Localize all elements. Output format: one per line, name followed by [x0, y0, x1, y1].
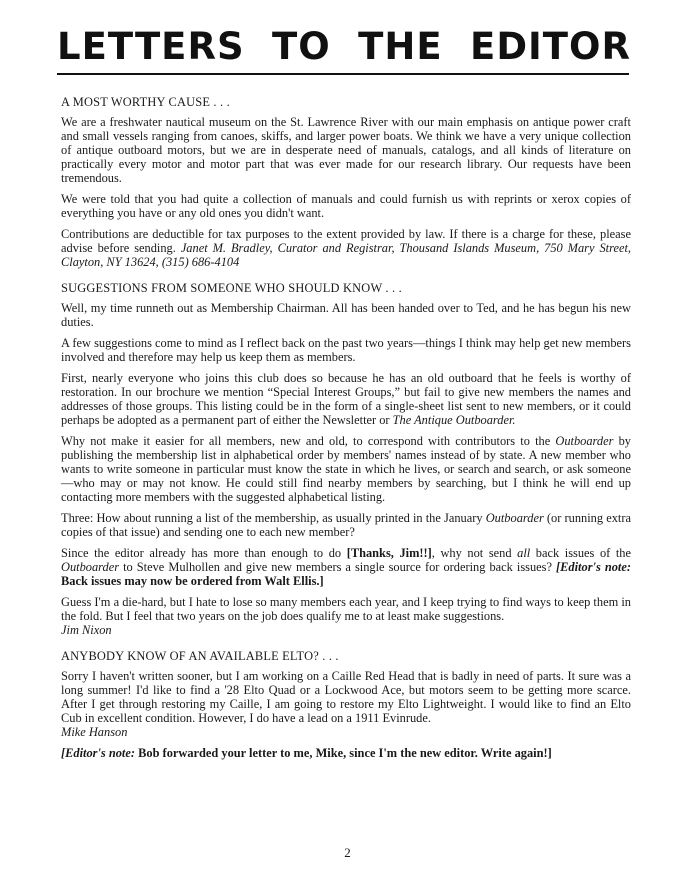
publication-title: Outboarder [61, 560, 120, 574]
paragraph-text: , why not send [431, 546, 518, 560]
section-heading: ANYBODY KNOW OF AN AVAILABLE ELTO? . . . [61, 649, 339, 663]
paragraph-text: First, nearly everyone who joins this club does so because he has an old outboard that he feels is worthy of restoration. In our brochure we mention “Special Interest Groups,” but fail to give new members the names and addresses of those groups. This listing could be in the form of a single-sheet list sent to new members, or it could perhaps be adopted as a permanent part of either the Newsletter or [61, 371, 631, 427]
emphasis: all [517, 546, 531, 560]
letter-suggestions [61, 281, 631, 637]
section-heading: SUGGESTIONS FROM SOMEONE WHO SHOULD KNOW . . . [61, 281, 402, 295]
paragraph-text: to Steve Mulhollen and give new members a single source for ordering back issues? [119, 560, 557, 574]
masthead-rule [57, 73, 629, 75]
paragraph-text: by publishing the membership list in alphabetical order by members' names instead of by state. A new member who wants to write someone in particular must know the state in which he lives, or search and search, or ask someone—who may or may not know. He could still find nearby members by searching, but I think he will end up contacting more members with the suggested alphabetical listing. [61, 434, 631, 504]
letter-worthy-cause [61, 95, 631, 269]
editor-note-lead: [Editor's note: [61, 746, 136, 760]
section-heading: A MOST WORTHY CAUSE . . . [61, 95, 230, 109]
paragraph [61, 434, 631, 504]
paragraph: Well, my time runneth out as Membership Chairman. All has been handed over to Ted, and he has begun his new duties. [61, 301, 631, 329]
paragraph: Sorry I haven't written sooner, but I am working on a Caille Red Head that is badly in need of parts. It sure was a long summer! I'd like to find a '28 Elto Quad or a Lockwood Ace, but motors seem to be getting more scarce. After I get through restoring my Caille, I am going to restore my Elto Lightweight. I would like to find an Elto Cub in excellent condition. However, I do have a lead on a 1911 Evinrude. [61, 669, 631, 725]
publication-title: The Antique Outboarder. [392, 413, 516, 427]
editor-note-text: Bob forwarded your letter to me, Mike, since I'm the new editor. Write again!] [135, 746, 552, 760]
page-number: 2 [344, 845, 351, 860]
letter-signature: Janet M. Bradley, Curator and Registrar, Thousand Islands Museum, 750 Mary Street, Clayton, NY 13624, (315) 686-4104 [61, 241, 631, 269]
publication-title: Outboarder [555, 434, 614, 448]
paragraph: We are a freshwater nautical museum on the St. Lawrence River with our main emphasis on antique power craft and small vessels ranging from canoes, skiffs, and larger power boats. We think we have a very unique collection of antique outboard motors, but we are in desperate need of manuals, catalogs, and all kinds of literature on practically every motor and motor part that was ever made for our research library. Our requests have been tremendous. [61, 115, 631, 185]
paragraph: A few suggestions come to mind as I reflect back on the past two years—things I think may help get new members involved and therefore may help us keep them as members. [61, 336, 631, 364]
paragraph-text: (or running extra copies of that issue) and sending one to each new member? [61, 511, 631, 539]
letter-available-elto [61, 649, 631, 760]
paragraph [61, 546, 631, 588]
paragraph [61, 227, 631, 269]
paragraph-text: Contributions are deductible for tax purposes to the extent provided by law. If there is a charge for these, please advise before sending. [61, 227, 631, 255]
paragraph [61, 511, 631, 539]
paragraph [61, 371, 631, 427]
paragraph-text: Why not make it easier for all members, new and old, to correspond with contributors to the [61, 434, 556, 448]
letter-signature: Mike Hanson [61, 725, 128, 739]
paragraph: Guess I'm a die-hard, but I hate to lose so many members each year, and I keep trying to find ways to keep them in the fold. But I feel that two years on the job does qualify me to at least make suggestions. [61, 595, 631, 623]
masthead-title: LETTERS TO THE EDITOR [57, 25, 631, 68]
paragraph-text: Three: How about running a list of the membership, as usually printed in the January [61, 511, 486, 525]
letter-signature: Jim Nixon [61, 623, 112, 637]
editor-aside: [Thanks, Jim!!] [346, 546, 432, 560]
editor-note [61, 746, 631, 760]
paragraph-text: back issues of the [530, 546, 632, 560]
letters-column [61, 95, 631, 772]
editor-note-text: Back issues may now be ordered from Walt Ellis.] [61, 574, 324, 588]
editor-note-lead: [Editor's note: [556, 560, 631, 574]
publication-title: Outboarder [485, 511, 544, 525]
paragraph-text: Since the editor already has more than enough to do [61, 546, 347, 560]
paragraph: We were told that you had quite a collection of manuals and could furnish us with reprints or xerox copies of everything you have or any old ones you didn't want. [61, 192, 631, 220]
